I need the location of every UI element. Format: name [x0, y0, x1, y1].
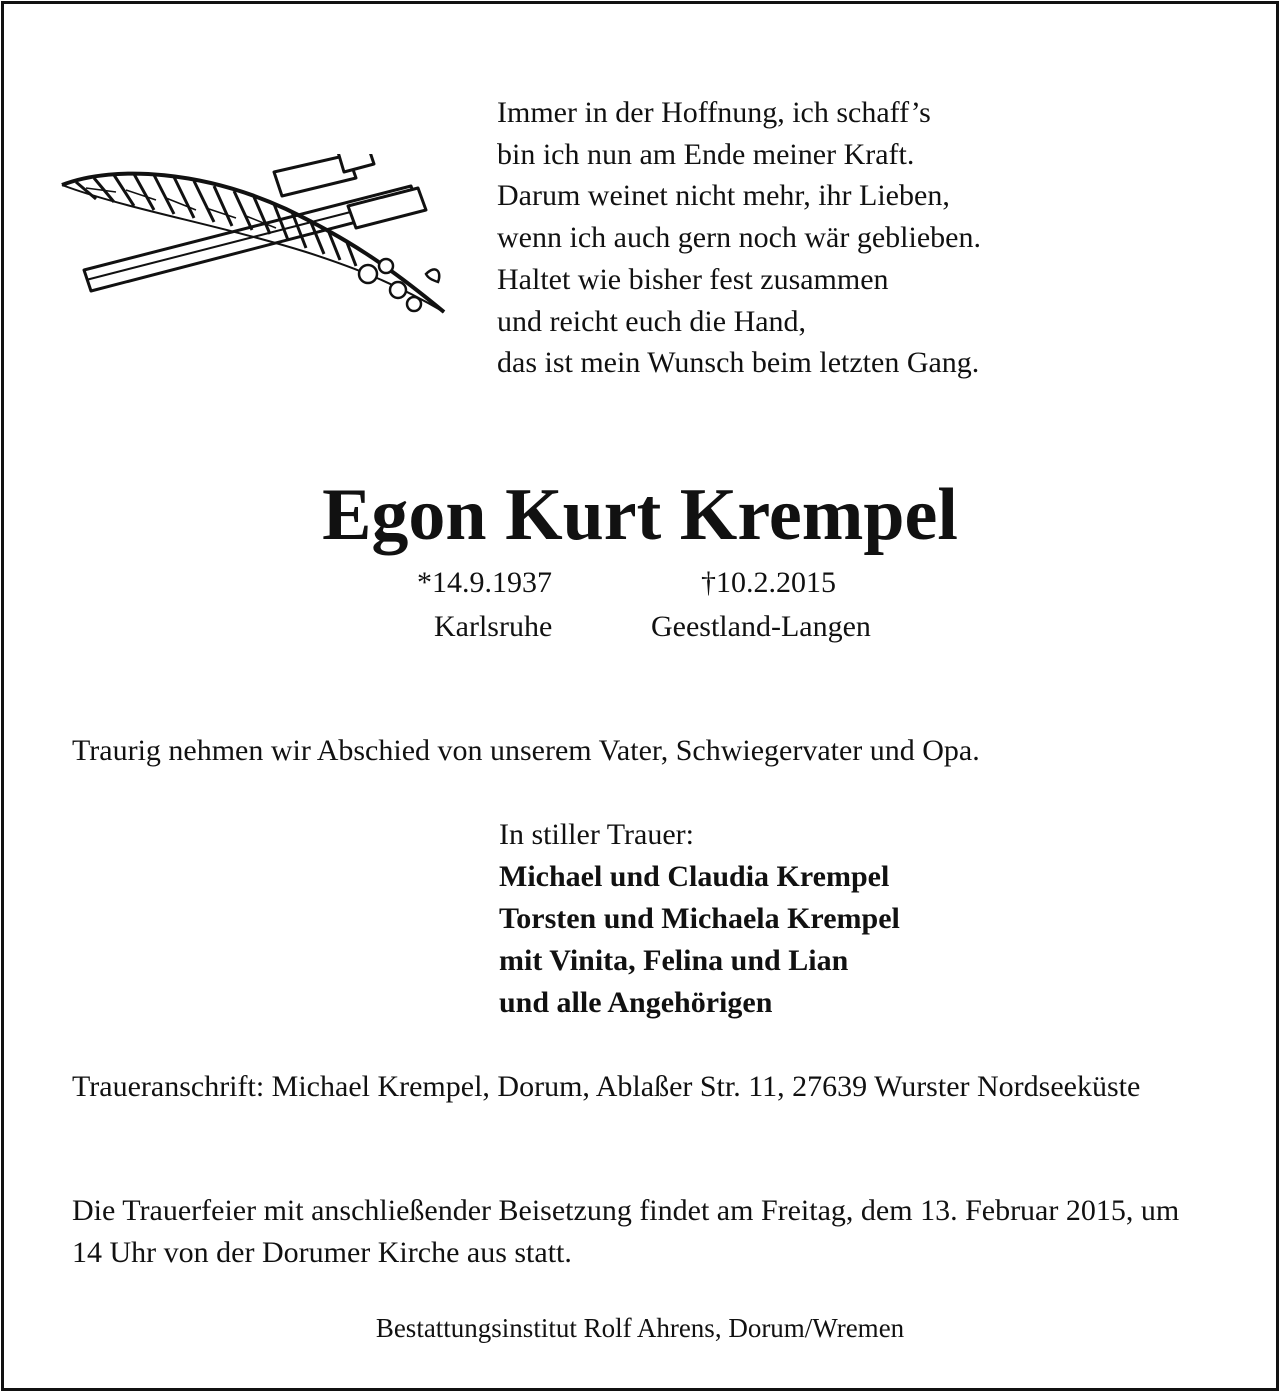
farewell-text: Traurig nehmen wir Abschied von unserem Vater, Schwiegervater und Opa. — [72, 734, 980, 767]
poem-line: bin ich nun am Ende meiner Kraft. — [497, 137, 915, 171]
funeral-home: Bestattungsinstitut Rolf Ahrens, Dorum/Wremen — [375, 1313, 905, 1343]
poem-line: Immer in der Hoffnung, ich schaff’s — [497, 96, 931, 129]
poem-line: wenn ich auch gern noch wär geblieben. — [497, 221, 981, 255]
mourning-address: Traueranschrift: Michael Krempel, Dorum, Ablaßer Str. 11, 27639 Wurster Nordseeküste — [72, 1070, 1141, 1103]
poem-line: und reicht euch die Hand, — [497, 304, 807, 338]
deceased-name: Egon Kurt Krempel — [322, 474, 958, 556]
death-date: †10.2.2015 — [701, 566, 836, 599]
mourner-name: Torsten und Michaela Krempel — [499, 902, 900, 935]
poem — [497, 92, 981, 384]
mourners-intro: In stiller Trauer: — [499, 818, 694, 851]
ceremony-details: Die Trauerfeier mit anschließender Beisetzung findet am Freitag, dem 13. Februar 2015, um 14 Uhr von der Dorumer Kirche aus statt. — [72, 1194, 1180, 1269]
cross-with-palm-frond-icon — [56, 154, 448, 329]
deathplace: Geestland-Langen — [651, 610, 871, 643]
poem-line: das ist mein Wunsch beim letzten Gang. — [497, 346, 980, 380]
mourner-name: mit Vinita, Felina und Lian — [499, 944, 849, 977]
poem-line: Haltet wie bisher fest zusammen — [497, 262, 889, 296]
birth-date: *14.9.1937 — [417, 566, 552, 599]
birthplace: Karlsruhe — [434, 610, 553, 643]
mourners-block — [499, 814, 900, 1024]
poem-line: Darum weinet nicht mehr, ihr Lieben, — [497, 179, 950, 213]
mourner-name: Michael und Claudia Krempel — [499, 860, 890, 893]
mourner-name: und alle Angehörigen — [499, 986, 773, 1019]
obituary-notice — [1, 1, 1279, 1391]
